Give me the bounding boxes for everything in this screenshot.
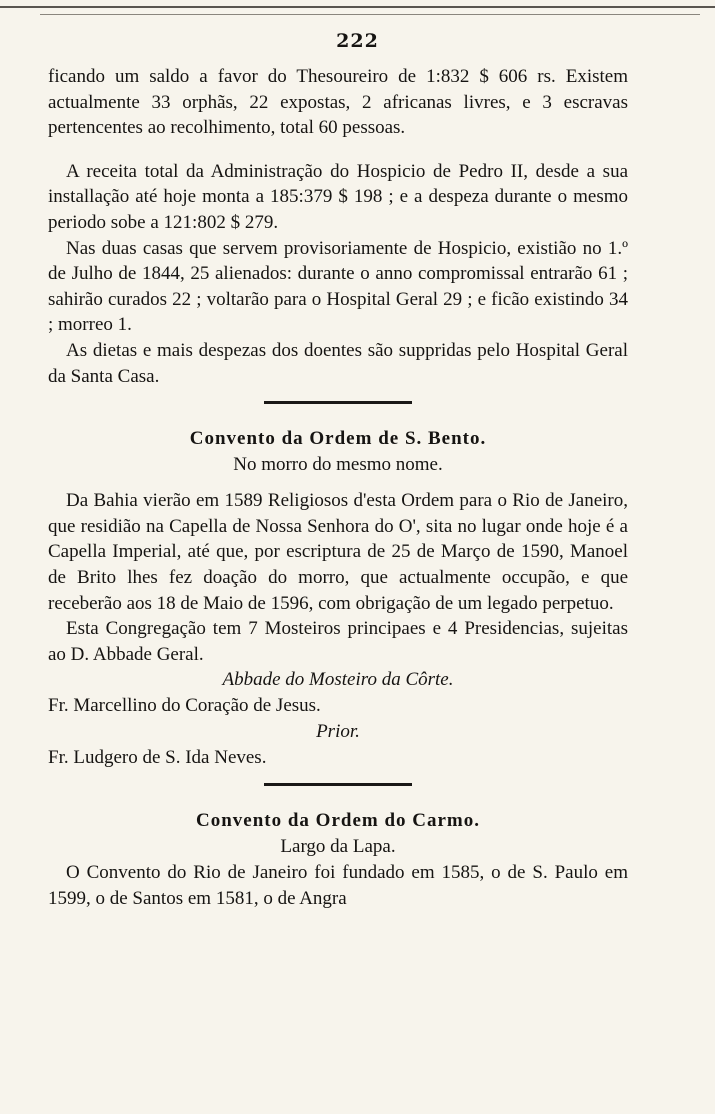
prior-name: Fr. Ludgero de S. Ida Neves. [48, 747, 267, 769]
intro-paragraph: ficando um saldo a favor do Thesoureiro de 1:832 $ 606 rs. Existem actualmente 33 orphãs, 22 expostas, 2 africanas livres, e 3 escravas pertencentes ao recolhimento, total 60 pessoas. [48, 66, 628, 139]
sao-bento-paragraph-2: Esta Congregação tem 7 Mosteiros principaes e 4 Presidencias, sujeitas ao D. Abbade Geral. [48, 618, 628, 665]
spacer [48, 478, 628, 488]
abbot-title: Abbade do Mosteiro da Côrte. [222, 669, 454, 691]
page-number: 222 [336, 30, 379, 52]
top-border-rule-thin [40, 14, 700, 15]
carmo-heading: Convento da Ordem do Carmo. [195, 810, 481, 832]
page-body [48, 64, 628, 911]
spacer [48, 141, 628, 159]
abbot-name: Fr. Marcellino do Coração de Jesus. [48, 695, 321, 717]
sao-bento-paragraph-1: Da Bahia vierão em 1589 Religiosos d'esta Ordem para o Rio de Janeiro, que residião na Capella de Nossa Senhora do O', sita no lugar onde hoje é a Capella Imperial, até que, por escriptura de 25 de Março de 1590, Manoel de Brito lhes fez doação do morro, que actualmente occupão, e que receberão aos 18 de Maio de 1596, com obrigação de um legado perpetuo. [48, 490, 628, 614]
top-border-rule [0, 6, 715, 8]
prior-title: Prior. [316, 721, 360, 743]
hospicio-paragraph-1: A receita total da Administração do Hospicio de Pedro II, desde a sua installação até hoje monta a 185:379 $ 198 ; e a despeza durante o mesmo periodo sobe a 121:802 $ 279. [48, 160, 628, 233]
sao-bento-heading: Convento da Ordem de S. Bento. [189, 428, 487, 450]
carmo-paragraph-1: O Convento do Rio de Janeiro foi fundado em 1585, o de S. Paulo em 1599, o de Santos em 1581, o de Angra [48, 862, 628, 909]
section-divider [264, 401, 412, 404]
carmo-subtitle: Largo da Lapa. [280, 836, 396, 858]
hospicio-paragraph-3: As dietas e mais despezas dos doentes são suppridas pelo Hospital Geral da Santa Casa. [48, 339, 628, 387]
section-divider [264, 783, 412, 786]
sao-bento-subtitle: No morro do mesmo nome. [233, 454, 443, 476]
hospicio-paragraph-2: Nas duas casas que servem provisoriamente de Hospicio, existião no 1.º de Julho de 1844, 25 alienados: durante o anno compromissal entrarão 61 ; sahirão curados 22 ; voltarão para o Hospital Geral 29 ; e ficão existindo 34 ; morreo 1. [48, 237, 628, 336]
